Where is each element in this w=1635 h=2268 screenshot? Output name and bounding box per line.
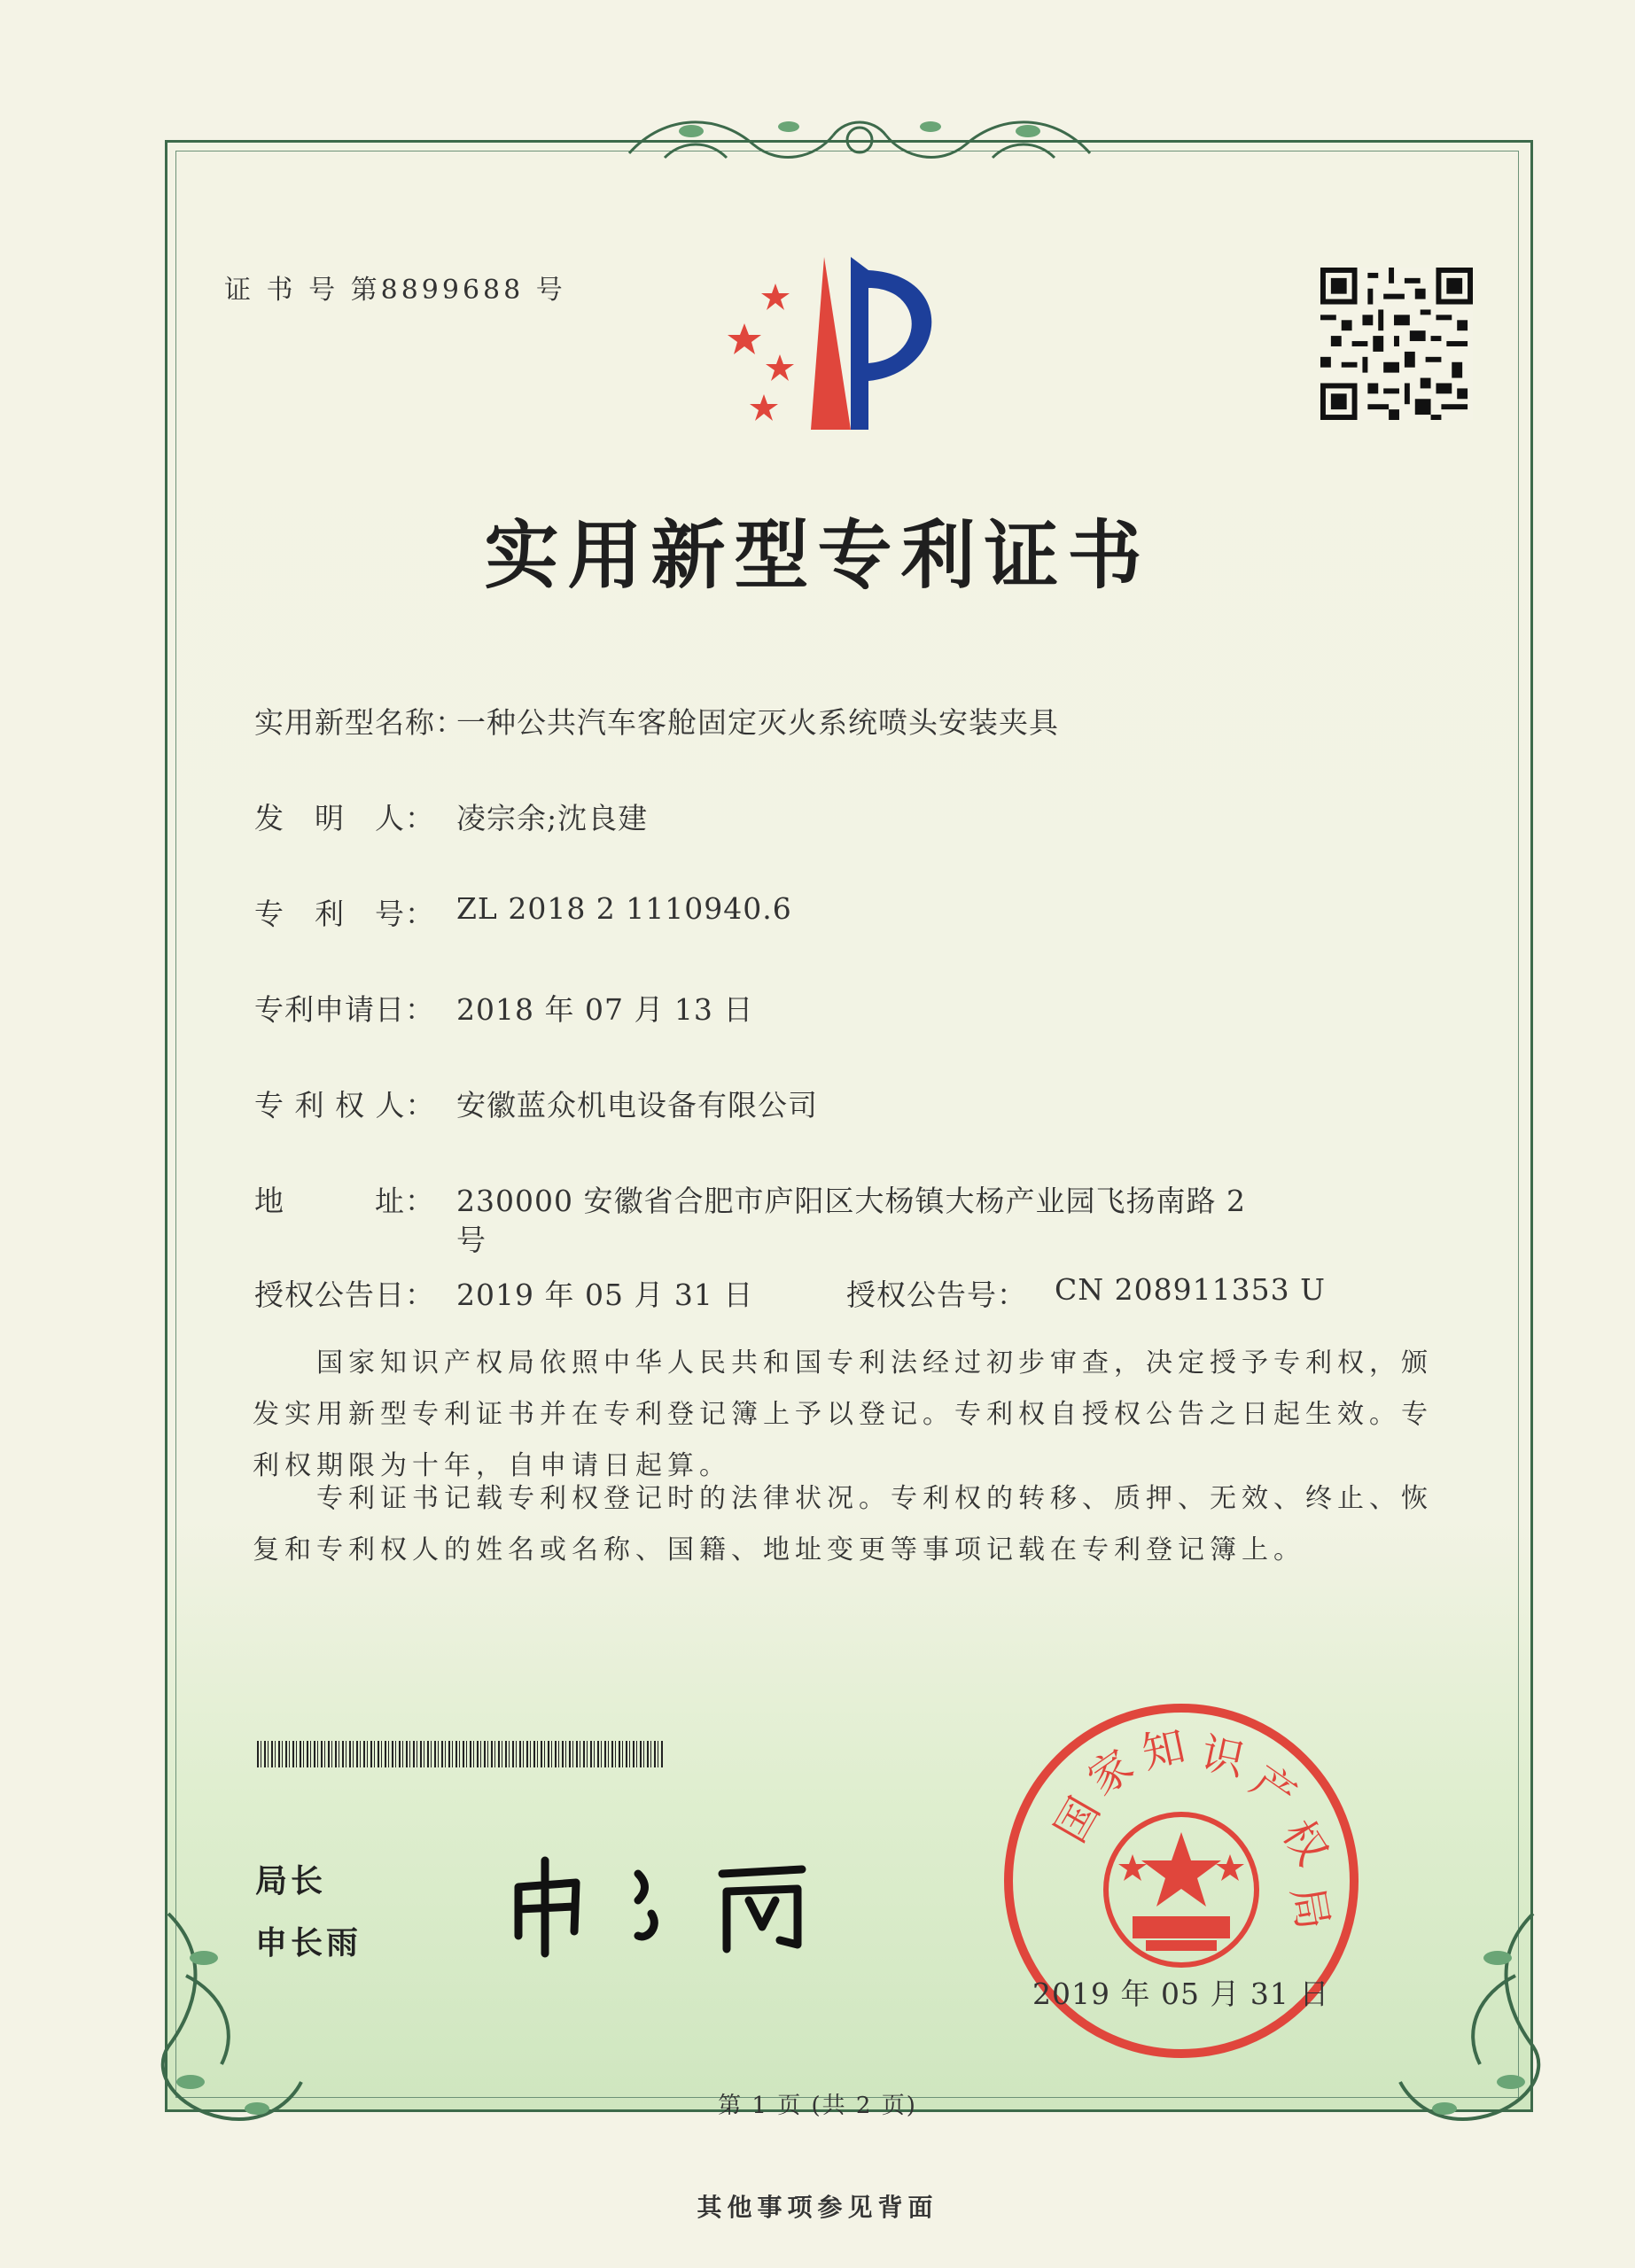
patentee-value: 安徽蓝众机电设备有限公司 — [456, 1088, 818, 1122]
grant-number-value: CN 208911353 U — [1055, 1272, 1326, 1307]
top-ornament — [611, 105, 1108, 175]
patentee-label: 专 利 权 人： — [254, 1088, 436, 1122]
grant-date-label: 授权公告日： — [254, 1278, 435, 1312]
svg-text:知: 知 — [1137, 1720, 1190, 1779]
grant-number-label: 授权公告号： — [846, 1278, 1027, 1312]
filing-date-label: 专利申请日： — [254, 992, 435, 1027]
signatory-name: 申长雨 — [255, 1925, 362, 1961]
grant-date-value: 2019 年 05 月 31 日 — [456, 1278, 754, 1312]
patent-number-value: ZL 2018 2 1110940.6 — [456, 891, 792, 926]
seal-date: 2019 年 05 月 31 日 — [1032, 1977, 1330, 2011]
certificate-number: 证 书 号 第8899688 号 — [224, 275, 566, 306]
address-label: 地 址： — [254, 1184, 435, 1218]
address-value-line1: 230000 安徽省合肥市庐阳区大杨镇大杨产业园飞扬南路 2 — [456, 1184, 1246, 1218]
qr-code-icon — [1320, 268, 1473, 420]
barcode-icon — [257, 1741, 665, 1767]
footer-note: 其他事项参见背面 — [697, 2193, 938, 2222]
legal-paragraph-2: 专利证书记载专利权登记时的法律状况。专利权的转移、质押、无效、终止、恢复和专利权人的姓名或名称、国籍、地址变更等事项记载在专利登记簿上。 — [253, 1483, 1433, 1565]
inventor-label: 发 明 人： — [254, 801, 435, 835]
svg-text:产: 产 — [1242, 1755, 1305, 1821]
certificate-title: 实用新型专利证书 — [484, 511, 1151, 599]
patent-number-label: 专 利 号： — [254, 897, 435, 931]
svg-text:局: 局 — [1281, 1883, 1338, 1934]
legal-paragraph-1: 国家知识产权局依照中华人民共和国专利法经过初步审查，决定授予专利权，颁发实用新型专利证书并在专利登记簿上予以登记。专利权自授权公告之日起生效。专利权期限为十年，自申请日起算。 — [253, 1348, 1433, 1481]
svg-text:家: 家 — [1078, 1740, 1143, 1806]
address-value-line2: 号 — [456, 1223, 487, 1257]
inventor-value: 凌宗余;沈良建 — [456, 801, 649, 835]
svg-text:权: 权 — [1272, 1811, 1337, 1875]
filing-date-value: 2018 年 07 月 13 日 — [456, 992, 754, 1027]
utility-model-name-value: 一种公共汽车客舱固定灭火系统喷头安装夹具 — [456, 705, 1059, 740]
utility-model-name-label: 实用新型名称： — [254, 705, 465, 740]
page-indicator: 第 1 页 (共 2 页) — [718, 2093, 917, 2119]
svg-text:识: 识 — [1196, 1728, 1250, 1786]
signatory-title: 局长 — [255, 1863, 327, 1899]
handwritten-signature — [505, 1852, 860, 1958]
cnipa-logo-icon — [727, 248, 975, 443]
svg-text:国: 国 — [1045, 1789, 1110, 1851]
